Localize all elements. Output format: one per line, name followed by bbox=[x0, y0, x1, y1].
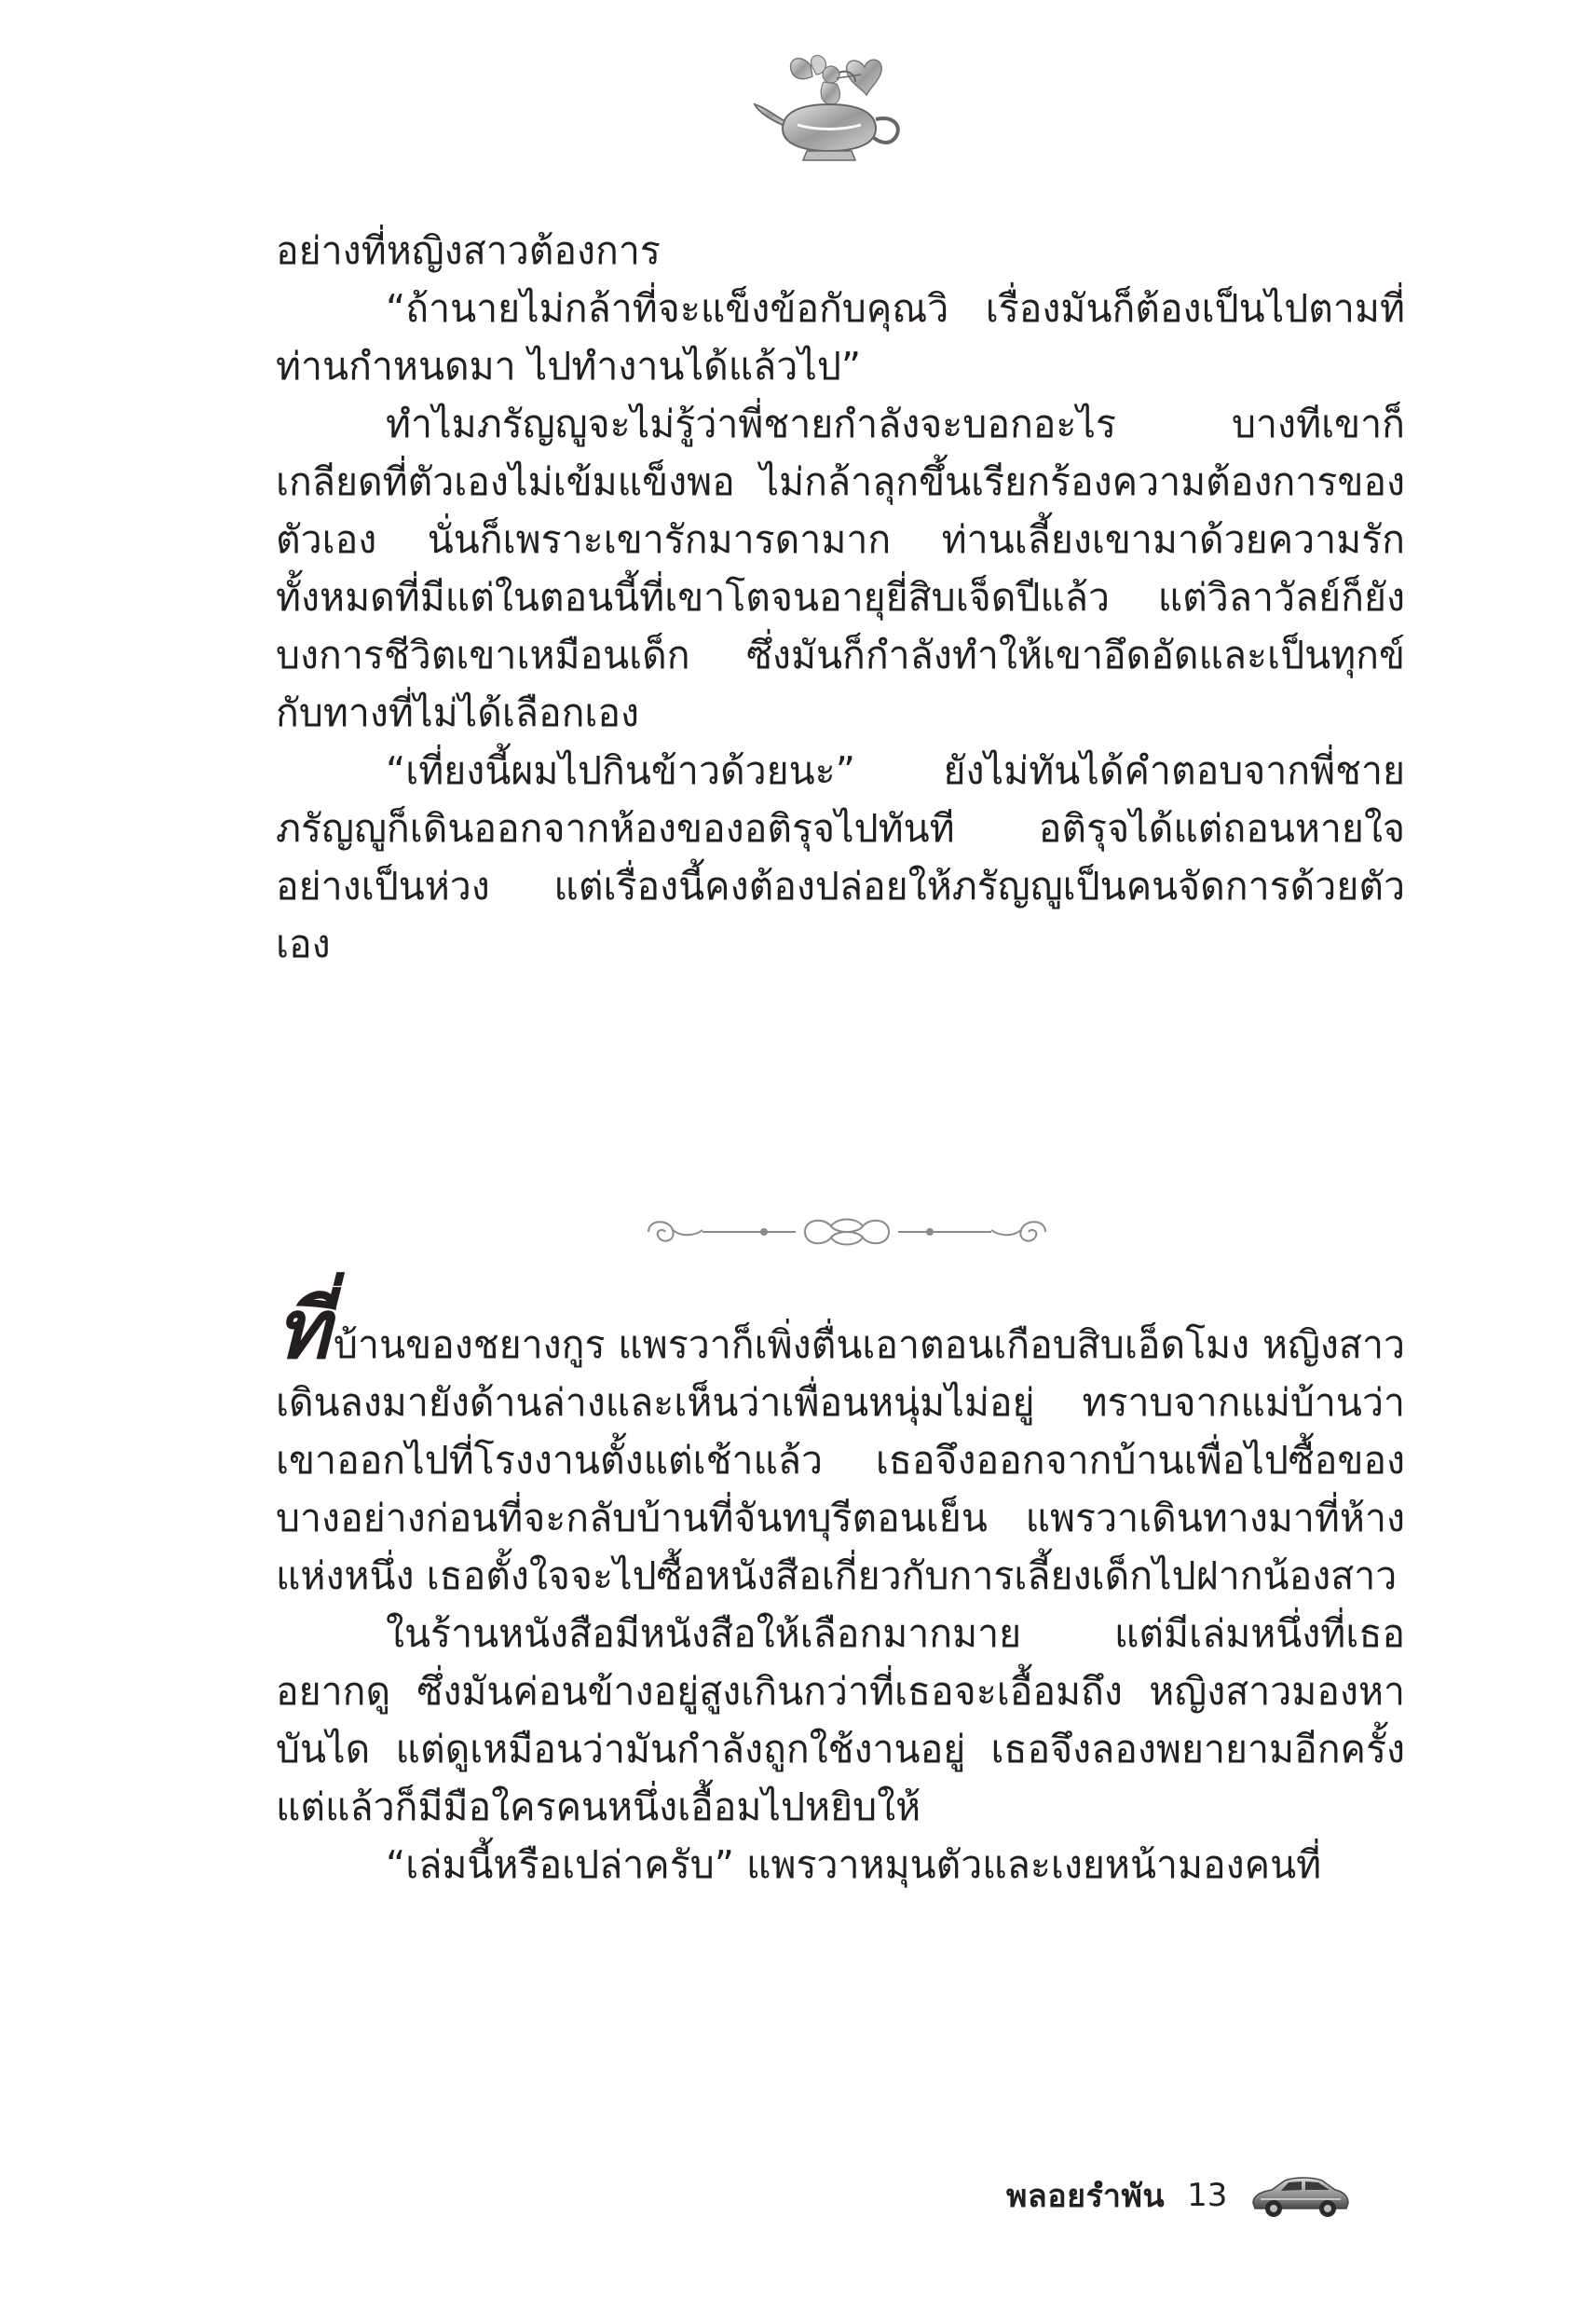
paragraph: “เที่ยงนี้ผมไปกินข้าวด้วยนะ” ยังไม่ทันได้คำตอบจากพี่ชายภรัญญูก็เดินออกจากห้องของอติรุจไปทันที อติรุจได้แต่ถอนหายใจอย่างเป็นห่วง แต่เรื่องนี้คงต้องปล่อยให้ภรัญญูเป็นคนจัดการด้วยตัวเอง bbox=[276, 748, 1405, 966]
paragraph-text: บ้านของชยางกูร แพรวาก็เพิ่งตื่นเอาตอนเกือบสิบเอ็ดโมง หญิงสาวเดินลงมายังด้านล่างและเห็นว่าเพื่อนหนุ่มไม่อยู่ ทราบจากแม่บ้านว่าเขาออกไปที่โรงงานตั้งแต่เช้าแล้ว เธอจึงออกจากบ้านเพื่อไปซื้อของบางอย่างก่อนที่จะกลับบ้านที่จันทบุรีตอนเย็น แพรวาเดินทางมาที่ห้างแห่งหนึ่ง เธอตั้งใจจะไปซื้อหนังสือเกี่ยวกับการเลี้ยงเด็กไปฝากน้องสาว bbox=[276, 1322, 1405, 1598]
paragraph bbox=[276, 1281, 1405, 1605]
paragraph: ทำไมภรัญญูจะไม่รู้ว่าพี่ชายกำลังจะบอกอะไร บางทีเขาก็เกลียดที่ตัวเองไม่เข้มแข็งพอ ไม่กล้าลุกขึ้นเรียกร้องความต้องการของตัวเอง นั่นก็เพราะเขารักมารดามาก ท่านเลี้ยงเขามาด้วยความรักทั้งหมดที่มีแต่ในตอนนี้ที่เขาโตจนอายุยี่สิบเจ็ดปีแล้ว แต่วิลาวัลย์ก็ยังบงการชีวิตเขาเหมือนเด็ก ซึ่งมันก็กำลังทำให้เขาอึดอัดและเป็นทุกข์กับทางที่ไม่ได้เลือกเอง bbox=[276, 402, 1405, 735]
paragraph: อย่างที่หญิงสาวต้องการ bbox=[276, 228, 661, 273]
car-icon bbox=[1248, 2169, 1352, 2222]
scroll-divider-icon bbox=[641, 1210, 1053, 1254]
drop-cap: ที่ bbox=[276, 1281, 331, 1377]
page-footer bbox=[1006, 2167, 1352, 2223]
text-block-1 bbox=[276, 222, 1405, 973]
page-number: 13 bbox=[1187, 2177, 1228, 2214]
paragraph: “เล่มนี้หรือเปล่าครับ” แพรวาหมุนตัวและเงยหน้ามองคนที่ bbox=[386, 1842, 1322, 1887]
paragraph: ในร้านหนังสือมีหนังสือให้เลือกมากมาย แต่มีเล่มหนึ่งที่เธออยากดู ซึ่งมันค่อนข้างอยู่สูงเกินกว่าที่เธอจะเอื้อมถึง หญิงสาวมองหาบันได แต่ดูเหมือนว่ามันกำลังถูกใช้งานอยู่ เธอจึงลองพยายามอีกครั้งแต่แล้วก็มีมือใครคนหนึ่งเอื้อมไปหยิบให้ bbox=[276, 1611, 1405, 1829]
paragraph: “ถ้านายไม่กล้าที่จะแข็งข้อกับคุณวิ เรื่องมันก็ต้องเป็นไปตามที่ท่านกำหนดมา ไปทำงานได้แล้วไป” bbox=[276, 286, 1405, 389]
cupid-teapot-ornament-icon bbox=[745, 47, 913, 168]
book-title: พลอยรำพัน bbox=[1006, 2178, 1166, 2215]
text-block-2 bbox=[276, 1281, 1405, 1894]
